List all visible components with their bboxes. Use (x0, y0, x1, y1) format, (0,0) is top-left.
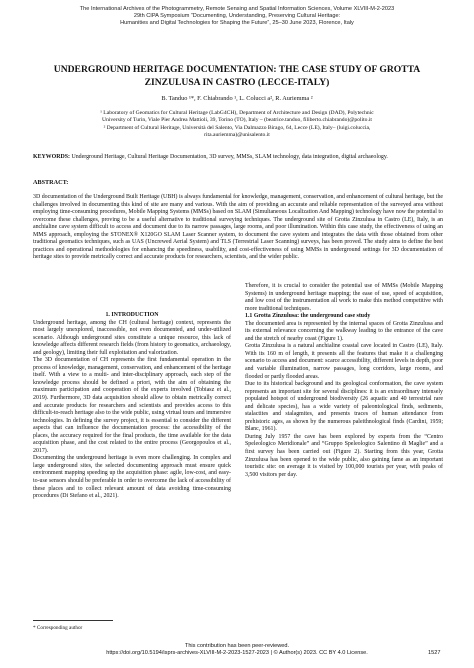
footnote: * Corresponding author (33, 625, 83, 631)
paragraph: The 3D documentation of CH represents the first fundamental operation in the process of knowledge, management, conservation, and enhancement of the heritage itself. With a view to a multi- and inter-disciplinary approach, each step of the knowledge process should be defined a priori, with the aim of obtaining the maximum participation and cooperation of the experts involved (Tobiasz et al., 2019). Furthermore, 3D data acquisition should allow to obtain metrically correct and accurate products for researchers and scientists and provides access to this difficult-to-reach heritage also to the wide public, using virtual tours and immersive technologies. In defining the survey project, it is essential to consider the different aspects that can influence the documentation process: the accessibility of the places, the accuracy required for the final products, the time available for the data acquisition phase, and the cost related to the entire process (Georgopoulos et al., 2017). (33, 357, 231, 454)
author-list: B. Tanduo ¹*, F. Chiabrando ¹, L. Colucci a², R. Auriemma ² (161, 95, 313, 102)
paragraph: Underground heritage, among the CH (cultural heritage) context, represents the most largely unexplored, inaccessible, not even documented, and under-utilized scenario. Although underground sites constitute a unique resource, this lack of knowledge affects different research fields (from history to geomatics, archaeology, and geology), limiting their full exploitation and valorization. (33, 319, 231, 356)
affiliation-line: University of Turin, Viale Pier Andrea Mattioli, 39, Torino (TO), Italy – (beatrice.tanduo, filiberto.chiabrando)@polito.it (102, 117, 372, 124)
paragraph: During July 1957 the cave has been explored by experts from the “Centro Speleologico Meridionale” and “Gruppo Speleologico Salentino di Maglie” and a first survey has been carried out (Figure 2). Starting from this year, Grotta Zinzulusa has been opened to the wide public, also gaining fame as an important touristic site: on average it is visited by 100,000 tourists per year, with peaks of 3,500 visitors per day. (245, 433, 443, 478)
keywords-label: KEYWORDS: (33, 154, 70, 160)
affiliations (60, 110, 414, 140)
footer-review-note: This contribution has been peer-reviewed. (184, 643, 290, 649)
title-line-1: UNDERGROUND HERITAGE DOCUMENTATION: THE CASE STUDY OF GROTTA (53, 64, 421, 75)
header-line-1: The International Archives of the Photogrammetry, Remote Sensing and Spatial Information Sciences, Volume XLVIII-M-2-2023 (79, 6, 395, 12)
title-line-2: ZINZULUSA IN CASTRO (LECCE-ITALY) (144, 77, 330, 88)
keywords (33, 154, 443, 162)
footnote-rule (33, 620, 113, 621)
left-column (33, 312, 231, 501)
affiliation-line: ² Department of Cultural Heritage, Università del Salento, Via Dalmazzo Birago, 64, Lecce (LE), Italy– (luigi.coluccia, (103, 124, 371, 131)
right-column (245, 283, 443, 479)
abstract-text: 3D documentation of the Underground Built Heritage (UBH) is always fundamental for knowledge, management, conservation, and enhancement of cultural heritage, but the challenges involved in documenting this kind of site are many and various. With the aim of providing an accurate and reliable representation of the surveyed area without employing time-consuming procedures, Mobile Mapping Systems (MMSs) based on SLAM (Simultaneous Localization And Mapping) technology have now the potential to overcome these challenges, proving to be a useful alternative to traditional surveying techniques. The underground site of Grotta Zinzulusa in Castro (LE), Italy, is an anchialine cave system difficult to access and document due to its narrow passages, large rooms, and poor illumination. Within this case study, the effectiveness of using an MMS approach, employing the STONEX® X120GO SLAM Laser Scanner system, to document the cave system and integrates the data with those obtained from other traditional geomatics techniques, such as UAS (Uncrewed Aerial System) and TLS (Terrestrial Laser Scanning) surveys, has been proved. The study aims to define the best practices and operational methodologies for enhancing the speediness, usability, and cost-effectiveness of using MMSs in underground settings for 3D documentation of heritage sites to provide metrically correct and accurate products for researchers, scientists, and the wider public. (33, 194, 443, 261)
footer-doi-link[interactable]: https://doi.org/10.5194/isprs-archives-XLVIII-M-2-2023-1527-2023 | © Author(s) 2023. CC BY 4.0 License. (106, 650, 368, 657)
paragraph: Due to its historical background and its geological conformation, the cave system represents an important site for several disciplines: it is an extraordinary intensely populated hotspot of underground biodiversity (26 aquatic and 40 terrestrial rare and delicate species), has a wide variety of paleontological finds, sediments, stalactites and stalagmites, and presents traces of human attendance from prehistoric ages, as shown by the numerous paleithnological finds (Cardini, 1959; Blanc, 1961). (245, 381, 443, 433)
paragraph: Therefore, it is crucial to consider the potential use of MMSs (Mobile Mapping Systems) in underground heritage mapping; the ease of use, speed of acquisition, and low cost of the instrumentation all work to make this method competitive with more traditional techniques. (245, 283, 443, 312)
affiliation-line: rita.auriemma)@unisalento.it (204, 132, 270, 139)
paper-title (20, 63, 454, 89)
running-header (0, 6, 474, 28)
affiliation-line: ¹ Laboratory of Geomatics for Cultural Heritage (LabG4CH), Department of Architecture and Design (DAD), Polytechnic (100, 110, 374, 116)
header-line-3: Humanities and Digital Technologies for Shaping the Future”, 25–30 June 2023, Florence, Italy (120, 20, 354, 27)
section-heading: 1. INTRODUCTION (105, 312, 159, 318)
paragraph: Documenting the underground heritage is even more challenging. In complex and large underground sites, the selected documenting approach must ensure quick environment mapping speeding up the acquisition phase: agile, low-cost, and easy-to-use sensors should be preferable in order to overcome the lack of accessibility of these places and to collect relevant amount of data avoiding time-consuming procedures (Di Stefano et al., 2021). (33, 455, 231, 500)
paragraph: The documented area is represented by the internal spaces of Grotta Zinzulusa and its external relevance concerning the walkway leading to the entrance of the cave and the stretch of nearby coast (Figure 1). (245, 320, 443, 342)
header-line-2: 29th CIPA Symposium “Documenting, Understanding, Preserving Cultural Heritage: (133, 13, 341, 20)
keywords-text: Underground Heritage, Cultural Heritage Documentation, 3D survey, MMSs, SLAM technology, data integration, digital archaeology. (71, 154, 388, 160)
paragraph: Grotta Zinzulusa is a natural anchialine coastal cave located in Castro (LE), Italy. With its 160 m of length, it presents all the features that make it a challenging scenario to access and document: scarce accessibility, different levels in depth, poor and variable illumination, narrow passages, long corridors, large rooms, and flooded or partly flooded areas. (245, 343, 443, 380)
subsection-heading: 1.1 Grotta Zinzulusa: the underground case study (245, 313, 371, 320)
page-number: 1527 (428, 650, 441, 656)
abstract-heading: ABSTRACT: (33, 179, 69, 186)
page-footer (0, 643, 474, 657)
